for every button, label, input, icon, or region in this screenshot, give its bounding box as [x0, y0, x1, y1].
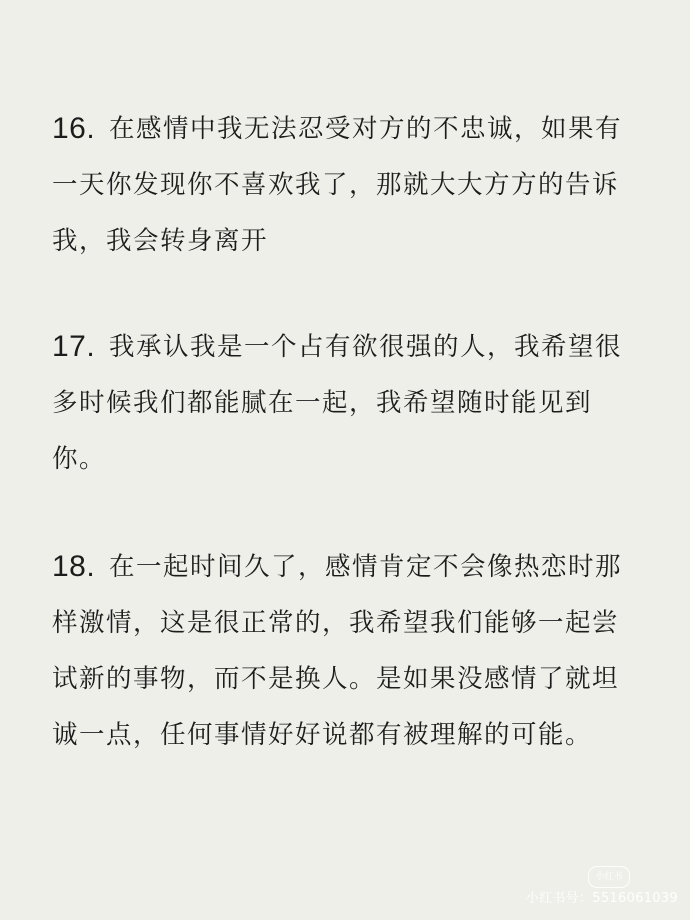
- item-number: 16.: [52, 112, 96, 145]
- item-text: 我承认我是一个占有欲很强的人，我希望很多时候我们都能腻在一起，我希望随时能见到你。: [52, 332, 623, 474]
- list-item-18: [52, 546, 662, 770]
- item-text: 在感情中我无法忍受对方的不忠诚，如果有一天你发现你不喜欢我了，那就大大方方的告诉我，我会转身离开: [52, 114, 623, 256]
- xiaohongshu-logo-icon: 小红书: [588, 866, 630, 888]
- list-item-17: [52, 326, 662, 494]
- item-number: 18.: [52, 550, 96, 583]
- watermark-text: 小红书号：5516061039: [525, 891, 678, 906]
- list-item-16: [52, 108, 662, 276]
- watermark: [488, 866, 678, 906]
- item-text: 在一起时间久了，感情肯定不会像热恋时那样激情，这是很正常的，我希望我们能够一起尝试新的事物，而不是换人。是如果没感情了就坦诚一点，任何事情好好说都有被理解的可能。: [52, 552, 623, 750]
- item-number: 17.: [52, 330, 96, 363]
